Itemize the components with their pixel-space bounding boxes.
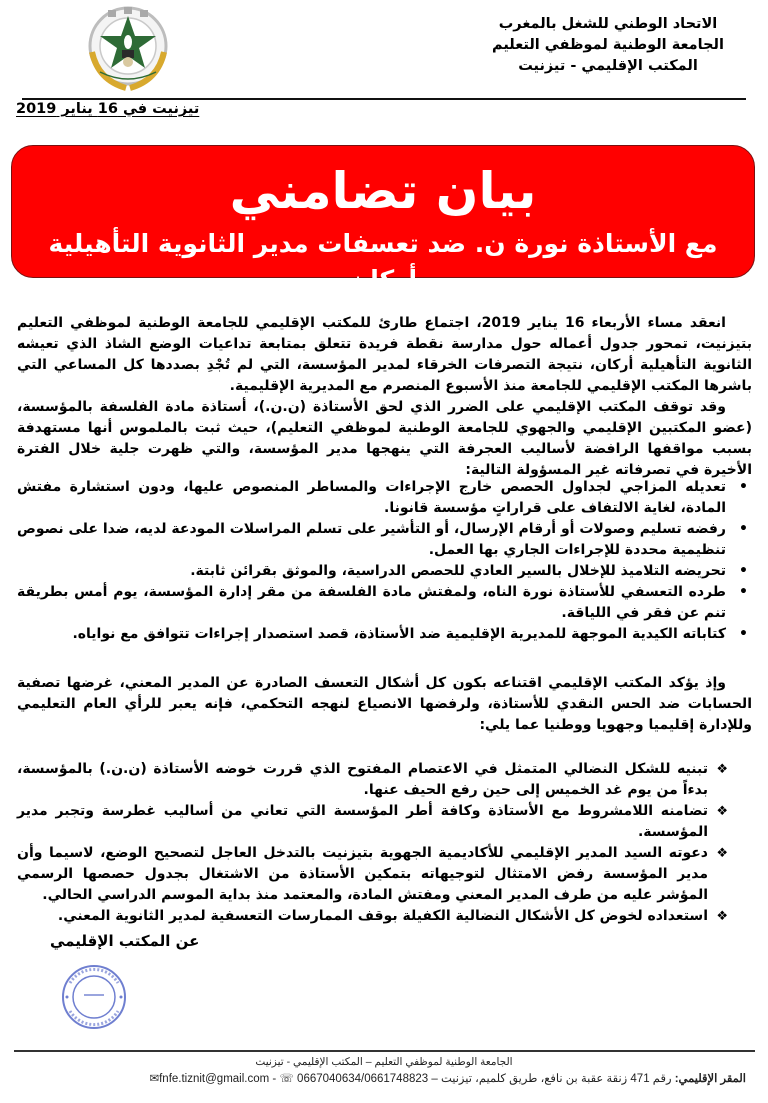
paragraph-meeting: انعقد مساء الأربعاء 16 يناير 2019، اجتماع طارئ للمكتب الإقليمي للجامعة الوطنية لموظفي التعليم بتيزنيت، تمحور جدول أعماله حول مدارسة نقطة فريدة تتعلق بمتابعة تداعيات الوضع الشاذ الذي تعيشه الثانوية التأهيلية أركان، نتيجة التصرفات الخرقاء لمدير المؤسسة، التي لم تُجْدِ بصددها كل المساعي التي باشرها المكتب الإقليمي للجامعة منذ الأسبوع المنصرم مع المديرية الإقليمية. [17,315,752,394]
violation-item [17,519,752,561]
position-item [17,906,752,927]
diamond-bullet-icon: ❖ [716,804,728,819]
violation-text: تعديله المزاجي لجداول الحصص خارج الإجراءات والمساطر المنصوص عليها، ودون استشارة مفتش المادة، لغاية الالتفاف على قراراتٍ مؤسسة قانونا. [17,479,726,516]
official-stamp-icon [58,963,130,1031]
bullet-icon: • [739,521,748,537]
document-date: تيزنيت في 16 يناير 2019 [16,101,200,117]
diamond-bullet-icon: ❖ [716,909,728,924]
phone-icon: ☏ [279,1073,294,1085]
violation-item [17,477,752,519]
violation-text: تحريضه التلاميذ للإخلال بالسير العادي للحصص الدراسية، والموثق بقرائن ثابتة. [190,563,726,579]
diamond-bullet-icon: ❖ [716,762,728,777]
bullet-icon: • [739,584,748,600]
footer-contact [62,1071,746,1085]
org-line-federation: الجامعة الوطنية لموظفي التعليم [492,37,724,53]
intro-paragraph [17,313,752,397]
organization-header [478,14,738,77]
violation-item [17,624,752,645]
union-emblem-icon [80,2,176,94]
signature-label: عن المكتب الإقليمي [50,932,200,950]
positions-list [17,759,752,927]
header-divider [22,98,746,100]
violation-item [17,582,752,624]
bullet-icon: • [739,563,748,579]
footer-divider [14,1050,755,1052]
position-text: دعوته السيد المدير الإقليمي للأكاديمية الجهوية بتيزنيت بالتدخل العاجل لتصحيح الوضع، لاسيما وأن مدير المؤسسة رفض الامتثال لتوجيهاته بتمكين الأستاذة من الاشتغال بجدول حصصها الرسمي المؤشر عليه من طرف المدير المعني ومفتش المادة، والمعتمد منذ بداية الموسم الدراسي الحالي. [17,845,708,903]
org-line-union: الاتحاد الوطني للشغل بالمغرب [498,16,718,32]
statement-title: بيان تضامني [229,162,537,220]
position-text: تضامنه اللامشروط مع الأستاذة وكافة أطر المؤسسة التي تعاني من أساليب غطرسة وتجبر مدير المؤسسة. [17,803,708,840]
violation-text: كتاباته الكيدية الموجهة للمديرية الإقليمية ضد الأستاذة، قصد استصدار إجراءات تتوافق مع نواياه. [72,626,726,642]
violation-text: طرده التعسفي للأستاذة نورة الناه، ولمفتش مادة الفلسفة من مقر إدارة المؤسسة، يوم أمس بطريقة تنم عن فقر في اللياقة. [17,584,726,621]
statement-subtitle: مع الأستاذة نورة ن. ضد تعسفات مدير الثانوية التأهيلية أركان [48,229,718,294]
separator: - [269,1073,280,1085]
position-item [17,801,752,843]
context-paragraph [17,397,752,481]
position-paragraph [17,673,752,736]
bullet-icon: • [739,626,748,642]
position-text: تبنيه للشكل النضالي المتمثل في الاعتصام المفتوح الذي قررت خوضه الأستاذة (ن.ن.) بالمؤسسة، بدءاً من يوم غد الخميس إلى حين رفع الحيف عنها. [17,761,708,798]
violation-item [17,561,752,582]
statement-banner [11,145,755,294]
violations-list [17,477,752,645]
paragraph-harm: وقد توقف المكتب الإقليمي على الضرر الذي لحق الأستاذة (ن.ن.)، أستاذة مادة الفلسفة بالمؤسسة، (عضو المكتبين الإقليمي والجهوي للجامعة الوطنية لموظفي التعليم)، حيث ثبت بالملموس أنها مستهدفة بسبب مواقفها الرافضة لأساليب العجرفة التي ينهجها مدير المؤسسة، والتي ظهرت جلية خلال الفترة الأخيرة في تصرفاته غير المسؤولة التالية: [17,399,752,478]
diamond-bullet-icon: ❖ [716,846,728,861]
org-line-office: المكتب الإقليمي - تيزنيت [518,58,698,74]
address-label: المقر الإقليمي: [674,1073,746,1085]
position-item [17,759,752,801]
position-text: استعداده لخوض كل الأشكال النضالية الكفيلة بوقف الممارسات التعسفية لمدير الثانوية المعني. [57,908,708,924]
email-link[interactable]: fnfe.tiznit@gmail.com [159,1073,270,1085]
address-text: رقم 471 زنقة عقبة بن نافع، طريق كلميم، تيزنيت – 0667040634/0661748823 [293,1073,675,1085]
violation-text: رفضه تسليم وصولات أو أرقام الإرسال، أو التأشير على تسلم المراسلات المودعة لديه، ضدا على نصوص تنظيمية محددة للإجراءات الجاري بها العمل. [16,521,726,558]
bullet-icon: • [739,479,748,495]
footer-organization: الجامعة الوطنية لموظفي التعليم – المكتب الإقليمي - تيزنيت [255,1056,513,1068]
paragraph-position: وإذ يؤكد المكتب الإقليمي اقتناعه بكون كل أشكال التعسف الصادرة عن المدير المعني، غرضها تصفية الحسابات ضد الحس النقدي للأستاذة، ولرفضها الانصياع لنهجه التحكمي، فإنه يعبر للرأي العام التعليمي وللإدارة إقليميا وجهويا ووطنيا عما يلي: [17,675,752,733]
position-item [17,843,752,906]
email-icon: ✉ [149,1073,160,1085]
